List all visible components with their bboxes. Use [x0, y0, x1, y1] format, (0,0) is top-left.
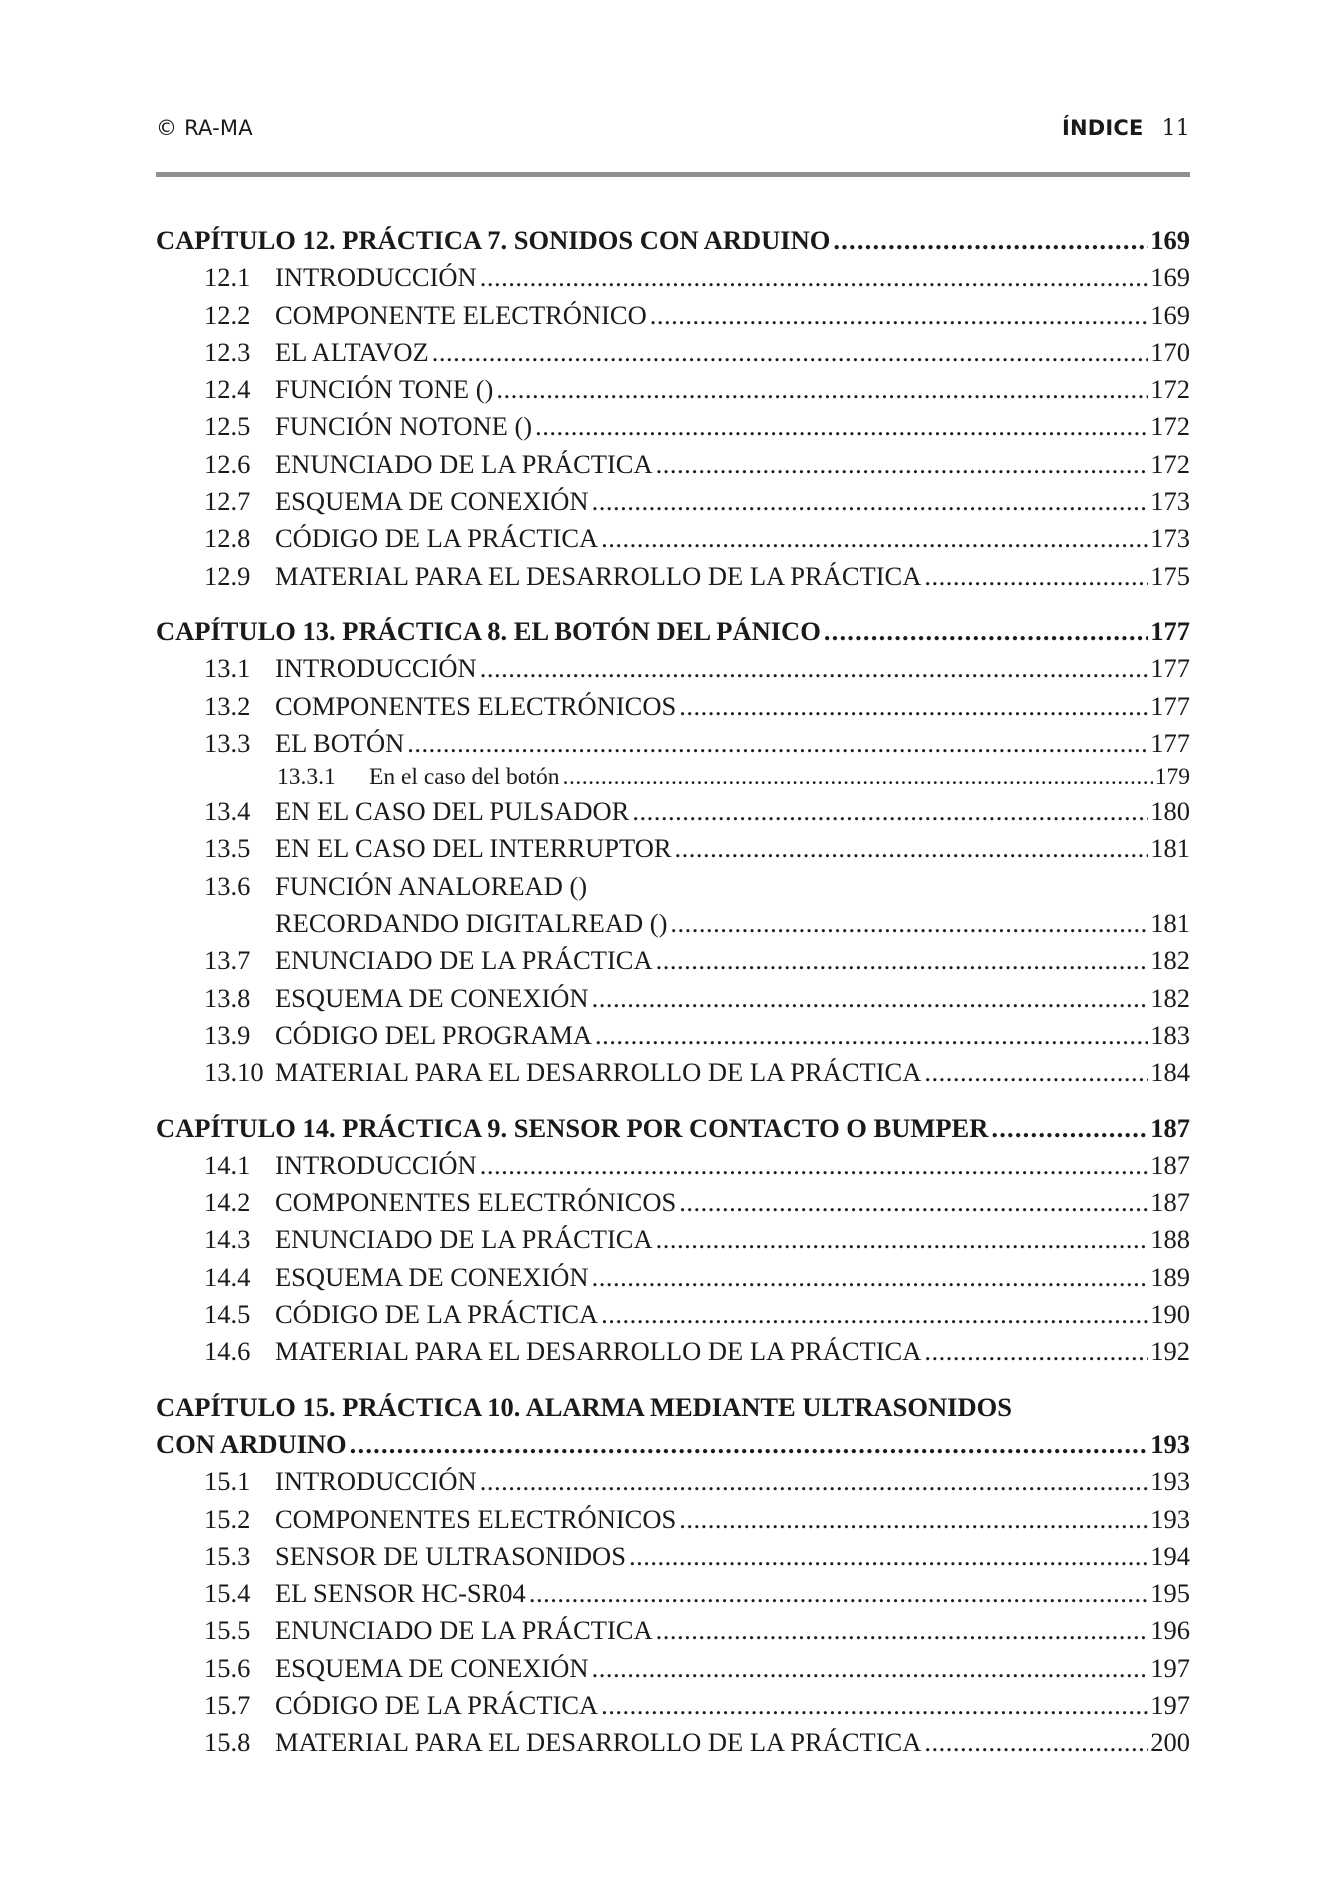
dot-leader	[480, 1147, 1149, 1184]
entry-title-continuation: RECORDANDO DIGITALREAD ()	[275, 908, 668, 939]
entry-page: 169	[1150, 299, 1190, 330]
chapter-heading[interactable]	[156, 222, 1190, 259]
entry-number: 14.4	[204, 1261, 251, 1292]
entry-page: 172	[1150, 411, 1190, 442]
chapter-title: CAPÍTULO 14. PRÁCTICA 9. SENSOR POR CONTACTO O BUMPER	[156, 1112, 989, 1143]
entry-number: 15.7	[204, 1689, 251, 1720]
entry-title: SENSOR DE ULTRASONIDOS	[275, 1540, 626, 1571]
entry-title: CÓDIGO DE LA PRÁCTICA	[275, 1299, 599, 1330]
toc-entry[interactable]	[156, 1650, 1190, 1687]
entry-title: ENUNCIADO DE LA PRÁCTICA	[275, 945, 653, 976]
toc-entry[interactable]	[156, 520, 1190, 557]
entry-title: MATERIAL PARA EL DESARROLLO DE LA PRÁCTICA	[275, 560, 922, 591]
entry-title: INTRODUCCIÓN	[275, 1466, 477, 1497]
entry-title: EL SENSOR HC-SR04	[275, 1578, 526, 1609]
entry-number: 15.5	[204, 1615, 251, 1646]
entry-number: 13.9	[204, 1019, 251, 1050]
entry-page: 170	[1150, 336, 1190, 367]
dot-leader	[679, 688, 1148, 725]
entry-title: EN EL CASO DEL INTERRUPTOR	[275, 833, 672, 864]
dot-leader	[833, 222, 1148, 259]
running-header	[156, 112, 1190, 148]
entry-page: 173	[1150, 523, 1190, 554]
dot-leader	[601, 520, 1148, 557]
entry-number: 14.2	[204, 1187, 251, 1218]
entry-title: INTRODUCCIÓN	[275, 1149, 477, 1180]
dot-leader	[496, 371, 1148, 408]
entry-title: ESQUEMA DE CONEXIÓN	[275, 1652, 589, 1683]
entry-number: 12.8	[204, 523, 251, 554]
toc-entry[interactable]	[156, 1612, 1190, 1649]
dot-leader	[924, 1333, 1148, 1370]
entry-page: 183	[1150, 1019, 1190, 1050]
dot-leader	[480, 650, 1149, 687]
toc-entry[interactable]	[156, 793, 1190, 830]
toc-entry[interactable]	[156, 1687, 1190, 1724]
chapter-15	[156, 1389, 1190, 1762]
entry-page: 197	[1150, 1689, 1190, 1720]
entry-title: COMPONENTES ELECTRÓNICOS	[275, 1503, 677, 1534]
dot-leader	[592, 1259, 1149, 1296]
dot-leader	[924, 1054, 1148, 1091]
dot-leader	[650, 297, 1149, 334]
toc-entry[interactable]	[156, 483, 1190, 520]
toc-entry[interactable]	[156, 1575, 1190, 1612]
dot-leader	[824, 613, 1148, 650]
entry-number: 13.5	[204, 833, 251, 864]
entry-number: 12.5	[204, 411, 251, 442]
toc-entry[interactable]	[156, 1221, 1190, 1258]
toc-subentry[interactable]	[156, 762, 1190, 793]
entry-page: 187	[1150, 1187, 1190, 1218]
dot-leader	[432, 334, 1149, 371]
entry-page: 190	[1150, 1299, 1190, 1330]
entry-page: 197	[1150, 1652, 1190, 1683]
entry-page: 180	[1150, 796, 1190, 827]
entry-page: 184	[1150, 1057, 1190, 1088]
entry-page: 195	[1150, 1578, 1190, 1609]
entry-title: INTRODUCCIÓN	[275, 262, 477, 293]
entry-title: ESQUEMA DE CONEXIÓN	[275, 486, 589, 517]
toc-entry[interactable]	[156, 371, 1190, 408]
entry-title: CÓDIGO DE LA PRÁCTICA	[275, 1689, 599, 1720]
toc-entry[interactable]	[156, 1184, 1190, 1221]
toc-entry[interactable]	[156, 980, 1190, 1017]
toc-entry[interactable]	[156, 446, 1190, 483]
dot-leader	[656, 446, 1149, 483]
entry-title: INTRODUCCIÓN	[275, 653, 477, 684]
entry-number: 13.8	[204, 982, 251, 1013]
entry-title: ENUNCIADO DE LA PRÁCTICA	[275, 1224, 653, 1255]
toc-entry[interactable]	[156, 830, 1190, 867]
entry-page: 193	[1150, 1503, 1190, 1534]
toc-entry[interactable]	[156, 1296, 1190, 1333]
dot-leader	[629, 1538, 1148, 1575]
chapter-title-continuation: CON ARDUINO	[156, 1428, 347, 1459]
dot-leader	[407, 725, 1148, 762]
dot-leader	[529, 1575, 1148, 1612]
toc-entry[interactable]	[156, 1259, 1190, 1296]
entry-number: 12.1	[204, 262, 251, 293]
entry-number: 14.6	[204, 1336, 251, 1367]
dot-leader	[480, 1463, 1149, 1500]
entry-title: COMPONENTES ELECTRÓNICOS	[275, 1187, 677, 1218]
entry-title: FUNCIÓN NOTONE ()	[275, 411, 533, 442]
toc-entry[interactable]	[156, 1017, 1190, 1054]
entry-number: 12.2	[204, 299, 251, 330]
entry-number: 13.10	[204, 1057, 264, 1088]
entry-title: MATERIAL PARA EL DESARROLLO DE LA PRÁCTICA	[275, 1727, 922, 1758]
entry-number: 15.3	[204, 1540, 251, 1571]
dot-leader	[592, 980, 1149, 1017]
entry-title: CÓDIGO DE LA PRÁCTICA	[275, 523, 599, 554]
chapter-heading[interactable]	[156, 613, 1190, 650]
toc-entry[interactable]	[156, 1463, 1190, 1500]
toc-entry[interactable]	[156, 1147, 1190, 1184]
entry-number: 13.2	[204, 690, 251, 721]
toc-entry-multiline[interactable]	[156, 868, 1190, 905]
entry-number: 14.5	[204, 1299, 251, 1330]
chapter-13	[156, 613, 1190, 1092]
toc-entry[interactable]	[156, 259, 1190, 296]
entry-number: 12.9	[204, 560, 251, 591]
toc-entry[interactable]	[156, 558, 1190, 595]
entry-title: CÓDIGO DEL PROGRAMA	[275, 1019, 593, 1050]
dot-leader	[670, 905, 1148, 942]
header-rule	[156, 172, 1190, 177]
dot-leader	[563, 762, 1153, 793]
header-right	[1062, 116, 1190, 141]
chapter-page: 169	[1150, 225, 1190, 255]
toc-entry[interactable]	[156, 1333, 1190, 1370]
dot-leader	[592, 1650, 1149, 1687]
copyright-notice: © RA-MA	[156, 116, 253, 140]
section-title: ÍNDICE	[1062, 116, 1144, 140]
dot-leader	[679, 1184, 1148, 1221]
chapter-heading-multiline[interactable]	[156, 1389, 1190, 1426]
entry-title: COMPONENTE ELECTRÓNICO	[275, 299, 647, 330]
entry-page: 200	[1150, 1727, 1190, 1758]
dot-leader	[679, 1501, 1148, 1538]
entry-number: 15.4	[204, 1578, 251, 1609]
dot-leader	[601, 1296, 1148, 1333]
dot-leader	[601, 1687, 1148, 1724]
entry-title: ESQUEMA DE CONEXIÓN	[275, 1261, 589, 1292]
entry-page: 189	[1150, 1261, 1190, 1292]
entry-page: 187	[1150, 1149, 1190, 1180]
entry-title: EL ALTAVOZ	[275, 336, 429, 367]
entry-number: 13.3.1	[277, 764, 336, 791]
entry-page: 181	[1150, 833, 1190, 864]
dot-leader	[595, 1017, 1148, 1054]
entry-page: 177	[1150, 727, 1190, 758]
entry-number: 14.3	[204, 1224, 251, 1255]
dot-leader	[924, 1724, 1148, 1761]
chapter-heading-continuation[interactable]	[156, 1426, 1190, 1463]
dot-leader	[924, 558, 1148, 595]
toc-entry[interactable]	[156, 942, 1190, 979]
toc-entry[interactable]	[156, 650, 1190, 687]
entry-number: 15.8	[204, 1727, 251, 1758]
entry-number: 13.6	[204, 870, 251, 901]
entry-page: 193	[1150, 1466, 1190, 1497]
entry-number: 13.4	[204, 796, 251, 827]
entry-title: ENUNCIADO DE LA PRÁCTICA	[275, 448, 653, 479]
entry-number: 12.4	[204, 374, 251, 405]
entry-page: 194	[1150, 1540, 1190, 1571]
chapter-page: 193	[1150, 1428, 1190, 1459]
chapter-12	[156, 222, 1190, 595]
entry-page: 192	[1150, 1336, 1190, 1367]
dot-leader	[656, 942, 1149, 979]
toc-entry[interactable]	[156, 334, 1190, 371]
entry-page: 172	[1150, 374, 1190, 405]
table-of-contents	[156, 222, 1190, 1762]
entry-number: 15.6	[204, 1652, 251, 1683]
entry-title: COMPONENTES ELECTRÓNICOS	[275, 690, 677, 721]
entry-number: 12.3	[204, 336, 251, 367]
entry-number: 15.2	[204, 1503, 251, 1534]
entry-page: 175	[1150, 560, 1190, 591]
toc-entry[interactable]	[156, 1054, 1190, 1091]
entry-title: ESQUEMA DE CONEXIÓN	[275, 982, 589, 1013]
toc-entry[interactable]	[156, 297, 1190, 334]
chapter-title: CAPÍTULO 12. PRÁCTICA 7. SONIDOS CON ARDUINO	[156, 225, 831, 255]
entry-title: EN EL CASO DEL PULSADOR	[275, 796, 630, 827]
entry-page: 182	[1150, 982, 1190, 1013]
entry-number: 13.3	[204, 727, 251, 758]
toc-entry[interactable]	[156, 725, 1190, 762]
dot-leader	[656, 1612, 1149, 1649]
entry-number: 14.1	[204, 1149, 251, 1180]
dot-leader	[675, 830, 1149, 867]
chapter-page: 187	[1150, 1112, 1190, 1143]
dot-leader	[656, 1221, 1149, 1258]
dot-leader	[350, 1426, 1149, 1463]
dot-leader	[480, 259, 1149, 296]
toc-entry[interactable]	[156, 688, 1190, 725]
dot-leader	[632, 793, 1148, 830]
chapter-page: 177	[1150, 615, 1190, 646]
dot-leader	[991, 1110, 1148, 1147]
toc-entry[interactable]	[156, 1501, 1190, 1538]
entry-page: 182	[1150, 945, 1190, 976]
entry-page: 172	[1150, 448, 1190, 479]
entry-page: 188	[1150, 1224, 1190, 1255]
entry-title: MATERIAL PARA EL DESARROLLO DE LA PRÁCTICA	[275, 1057, 922, 1088]
entry-number: 13.1	[204, 653, 251, 684]
chapter-heading[interactable]	[156, 1110, 1190, 1147]
entry-number: 13.7	[204, 945, 251, 976]
entry-page: 179	[1154, 764, 1190, 791]
entry-number: 12.6	[204, 448, 251, 479]
entry-page: 181	[1150, 908, 1190, 939]
entry-page: 173	[1150, 486, 1190, 517]
page-number: 11	[1161, 116, 1190, 141]
chapter-14	[156, 1110, 1190, 1371]
entry-title: EL BOTÓN	[275, 727, 405, 758]
dot-leader	[535, 408, 1148, 445]
entry-page: 196	[1150, 1615, 1190, 1646]
toc-entry[interactable]	[156, 1538, 1190, 1575]
toc-entry-continuation[interactable]	[156, 905, 1190, 942]
entry-title: FUNCIÓN TONE ()	[275, 374, 494, 405]
entry-title: MATERIAL PARA EL DESARROLLO DE LA PRÁCTICA	[275, 1336, 922, 1367]
chapter-title: CAPÍTULO 13. PRÁCTICA 8. EL BOTÓN DEL PÁNICO	[156, 615, 821, 646]
entry-title: ENUNCIADO DE LA PRÁCTICA	[275, 1615, 653, 1646]
entry-number: 12.7	[204, 486, 251, 517]
entry-page: 177	[1150, 653, 1190, 684]
entry-title: FUNCIÓN ANALOREAD ()	[275, 870, 588, 901]
toc-entry[interactable]	[156, 1724, 1190, 1761]
entry-title: En el caso del botón	[369, 764, 560, 791]
entry-page: 169	[1150, 262, 1190, 293]
entry-page: 177	[1150, 690, 1190, 721]
toc-entry[interactable]	[156, 408, 1190, 445]
entry-number: 15.1	[204, 1466, 251, 1497]
dot-leader	[592, 483, 1149, 520]
chapter-title: CAPÍTULO 15. PRÁCTICA 10. ALARMA MEDIANTE ULTRASONIDOS	[156, 1391, 1012, 1422]
